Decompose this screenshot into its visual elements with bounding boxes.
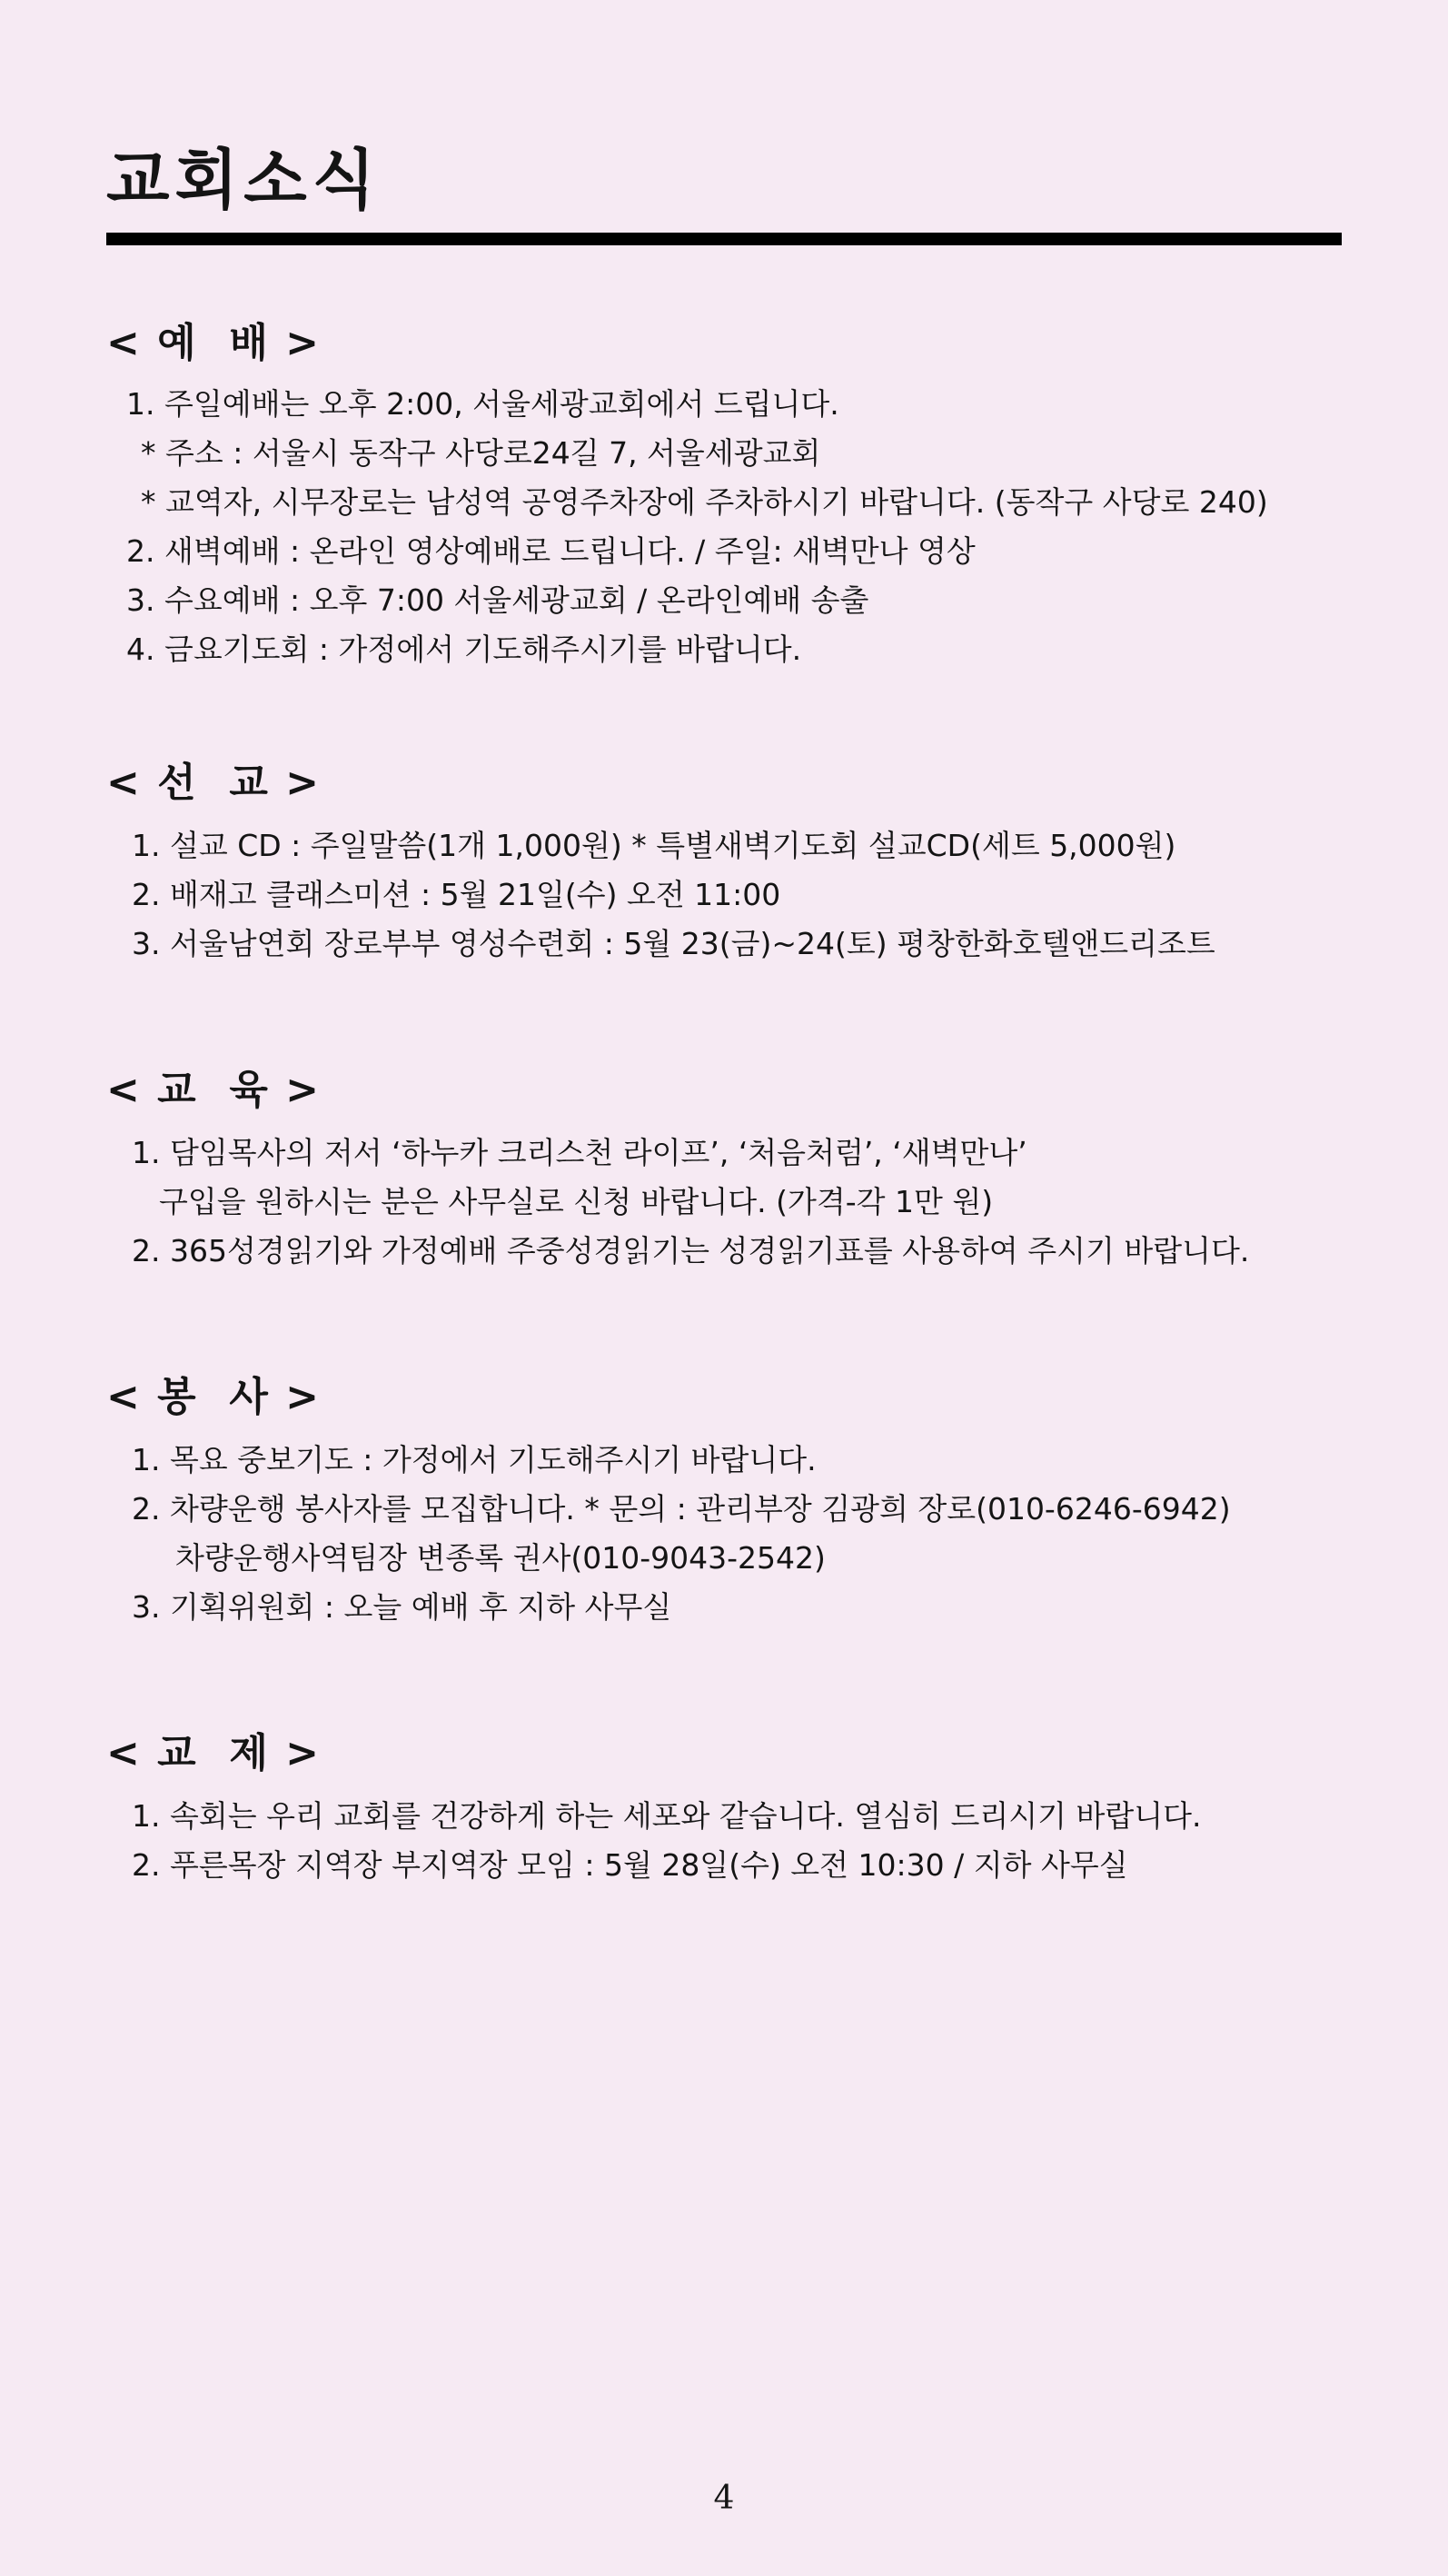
section-worship [106, 320, 1360, 674]
list-item: 1. 주일예배는 오후 2:00, 서울세광교회에서 드립니다. [126, 386, 839, 422]
list-item: 차량운행사역팀장 변종록 권사(010-9043-2542) [175, 1540, 826, 1576]
section-education [106, 1067, 1360, 1276]
list-item: 1. 목요 중보기도 : 가정에서 기도해주시기 바랍니다. [132, 1442, 817, 1477]
list-item: 2. 차량운행 봉사자를 모집합니다. * 문의 : 관리부장 김광희 장로(010-6246-6942) [132, 1491, 1231, 1527]
list-item: 4. 금요기도회 : 가정에서 기도해주시기를 바랍니다. [126, 632, 802, 667]
list-item: 1. 속회는 우리 교회를 건강하게 하는 세포와 같습니다. 열심히 드리시기 바랍니다. [132, 1798, 1202, 1834]
list-item: 1. 설교 CD : 주일말씀(1개 1,000원) * 특별새벽기도회 설교CD(세트 5,000원) [132, 828, 1176, 863]
list-item: * 주소 : 서울시 동작구 사당로24길 7, 서울세광교회 [141, 435, 821, 471]
service-list [106, 1436, 1360, 1632]
list-item: 구입을 원하시는 분은 사무실로 신청 바랍니다. (가격-각 1만 원) [159, 1184, 994, 1219]
list-item: 2. 365성경읽기와 가정예배 주중성경읽기는 성경읽기표를 사용하여 주시기 바랍니다. [132, 1233, 1250, 1268]
mission-list [106, 821, 1360, 969]
list-item: 1. 담임목사의 저서 ‘하누카 크리스천 라이프’, ‘처음처럼’, ‘새벽만나’ [132, 1135, 1027, 1170]
list-item: 3. 수요예배 : 오후 7:00 서울세광교회 / 온라인예배 송출 [126, 582, 869, 618]
section-heading: < 봉 사 > [106, 1374, 322, 1420]
list-item: 3. 서울남연회 장로부부 영성수련회 : 5월 23(금)~24(토) 평창한화호텔앤드리조트 [132, 926, 1215, 961]
section-service [106, 1374, 1360, 1632]
list-item: 3. 기획위원회 : 오늘 예배 후 지하 사무실 [132, 1589, 672, 1625]
list-item: 2. 푸른목장 지역장 부지역장 모임 : 5월 28일(수) 오전 10:30 / 지하 사무실 [132, 1847, 1128, 1883]
section-heading: < 예 배 > [106, 320, 322, 366]
title-underline [106, 233, 1342, 245]
list-item: 2. 배재고 클래스미션 : 5월 21일(수) 오전 11:00 [132, 877, 781, 912]
fellowship-list [106, 1792, 1360, 1890]
education-list [106, 1129, 1360, 1276]
worship-list [106, 380, 1360, 674]
section-heading: < 선 교 > [106, 760, 322, 806]
section-heading: < 교 제 > [106, 1730, 322, 1776]
section-mission [106, 760, 1360, 969]
list-item: * 교역자, 시무장로는 남성역 공영주차장에 주차하시기 바랍니다. (동작구 사당로 240) [141, 484, 1268, 520]
list-item: 2. 새벽예배 : 온라인 영상예배로 드립니다. / 주일: 새벽만나 영상 [126, 533, 976, 569]
section-heading: < 교 육 > [106, 1067, 322, 1113]
page-title: 교회소식 [106, 142, 382, 218]
section-fellowship [106, 1730, 1360, 1890]
page-number: 4 [713, 2480, 735, 2517]
